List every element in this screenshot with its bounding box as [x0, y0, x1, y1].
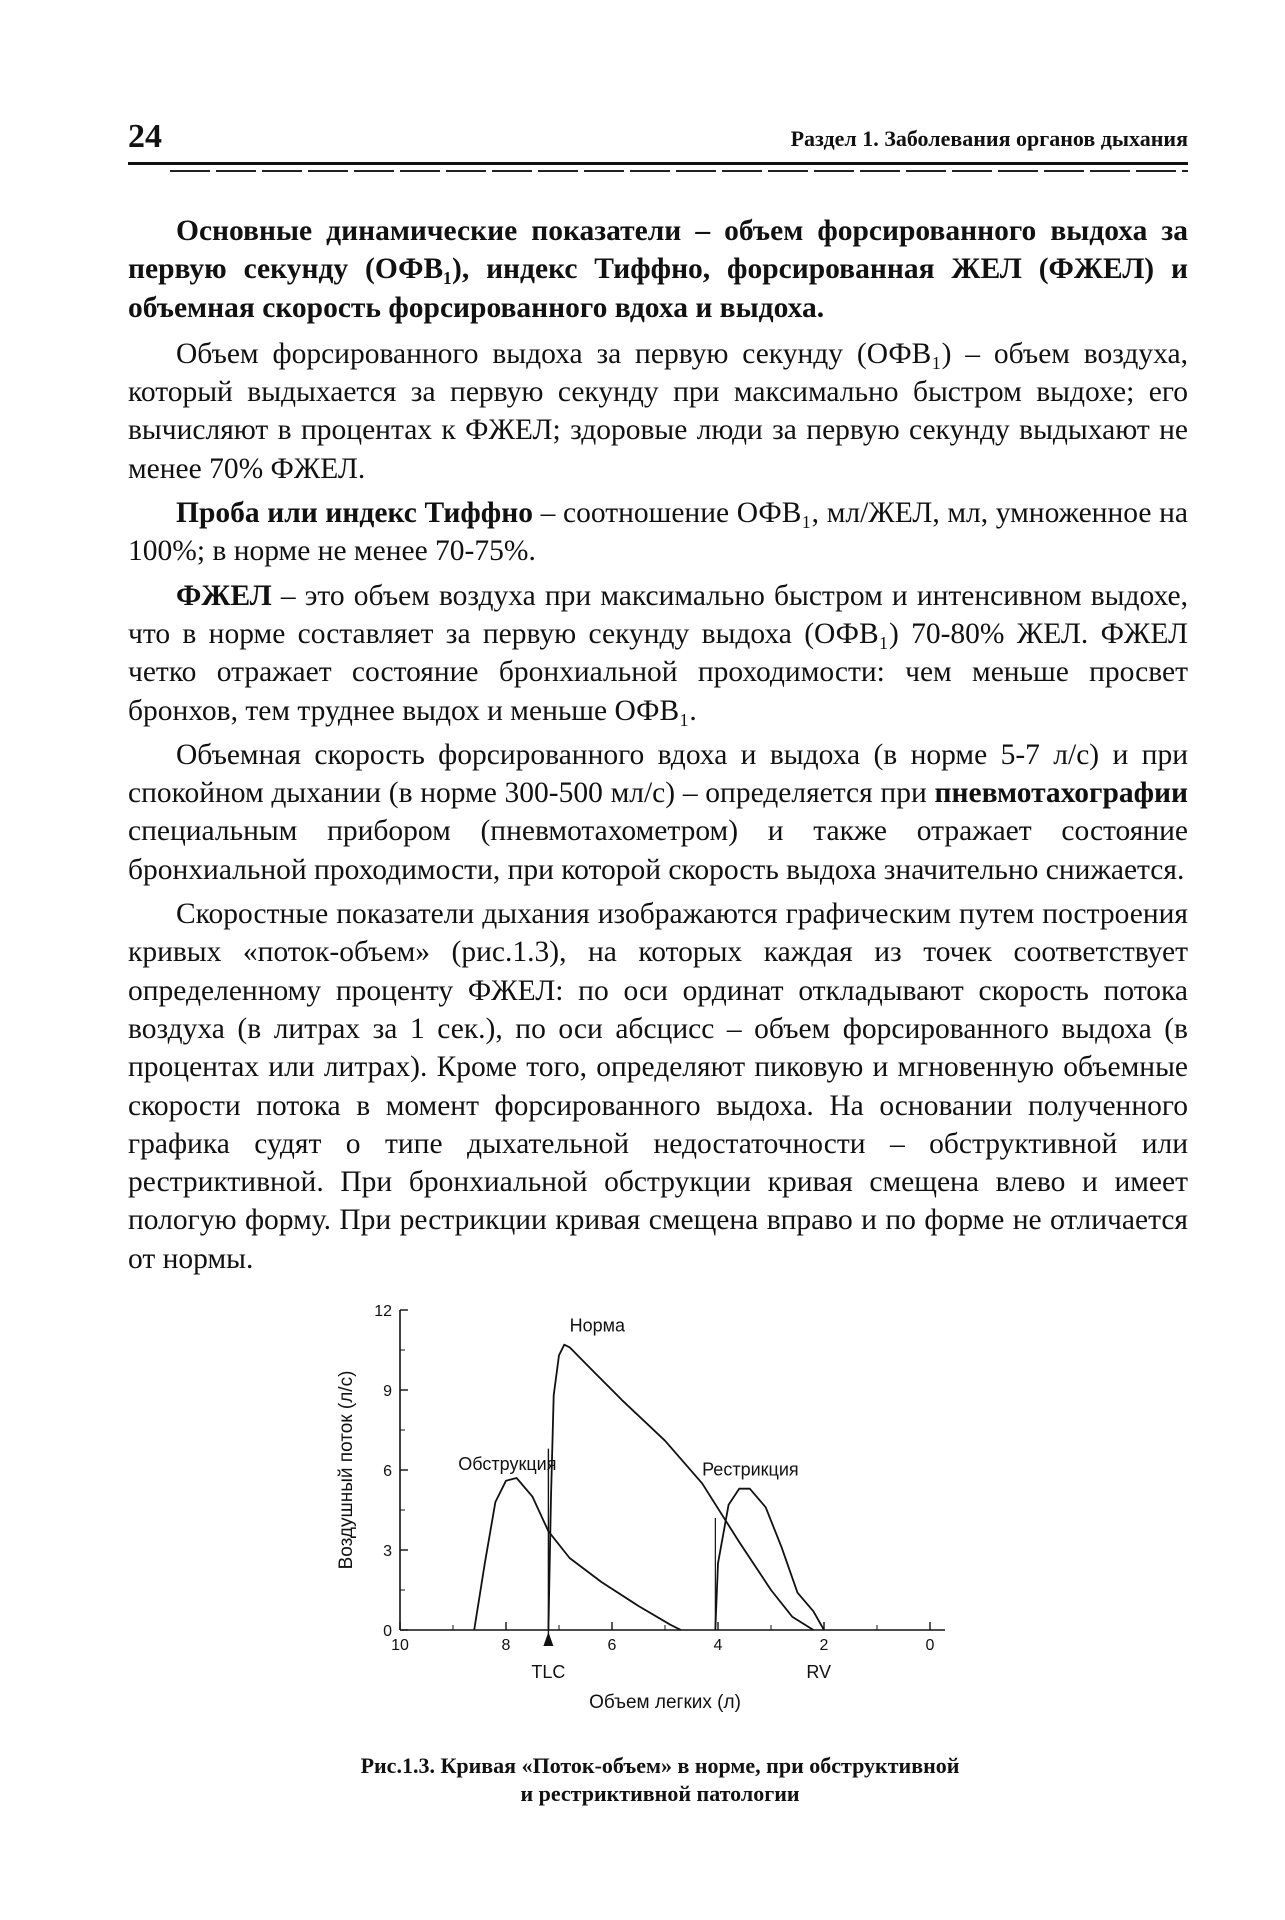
tlc-label: TLC — [531, 1662, 566, 1682]
caption-line-2: и рестриктивной патологии — [520, 1781, 800, 1806]
x-tick-label: 10 — [391, 1637, 409, 1654]
caption-line-1: Рис.1.3. Кривая «Поток-объем» в норме, при обструктивной — [360, 1753, 960, 1778]
series-label-2: Обструкция — [458, 1454, 557, 1474]
running-head: Раздел 1. Заболевания органов дыхания — [790, 126, 1188, 151]
header-rule — [128, 162, 1188, 165]
x-tick-label: 2 — [819, 1637, 829, 1654]
y-tick-label: 0 — [383, 1623, 392, 1640]
rv-label: RV — [806, 1662, 832, 1682]
term-bold: ФЖЕЛ — [176, 579, 272, 612]
term-bold: Проба или индекс Тиффно — [176, 497, 533, 530]
x-axis-label: Объем легких (л) — [589, 1692, 741, 1713]
paragraph-text: Объем форсированного выдоха за первую секунду (ОФВ₁) – объем воздуха, который выдыхается за первую секунду при максимально быстром выдохе; его вычисляют в процентах к ФЖЕЛ; здоровые люди за первую секунду выдыхают не менее 70% ФЖЕЛ. — [128, 337, 1188, 485]
x-tick-label: 4 — [713, 1637, 723, 1654]
series-label-3: Рестрикция — [702, 1459, 799, 1480]
y-tick-label: 6 — [383, 1463, 392, 1480]
header-rule-dashed — [170, 170, 1188, 172]
y-tick-label: 3 — [383, 1543, 392, 1560]
paragraph-text: Объемная скорость форсированного вдоха и выдоха (в норме 5-7 л/с) и при спокойном дыхании (в норме 300-500 мл/с) – определяется при — [128, 738, 1188, 810]
y-tick-label: 12 — [374, 1303, 392, 1320]
paragraph-tiffeneau — [128, 494, 1188, 571]
paragraph-text: – это объем воздуха при максимально быстром и интенсивном выдохе, что в норме составляет за первую секунду выдоха (ОФВ₁) 70-80% ЖЕЛ. ФЖЕЛ четко отражает состояние бронхиальной проходимости: чем меньше просвет бронхов, тем труднее выдох и меньше ОФВ₁. — [128, 579, 1188, 727]
series-line-3 — [715, 1489, 824, 1630]
body-text — [128, 212, 1188, 1284]
paragraph-flow-volume — [128, 895, 1188, 1278]
lead-text: Основные динамические показатели – объем форсированного выдоха за первую секунду (ОФВ₁), индекс Тиффно, форсированная ЖЕЛ (ФЖЕЛ) и объемная скорость форсированного вдоха и выдоха. — [128, 215, 1188, 324]
tlc-arrow — [543, 1632, 553, 1646]
series-line-1 — [548, 1345, 813, 1630]
x-tick-label: 6 — [607, 1637, 617, 1654]
paragraph-text: специальным прибором (пневмотахометром) и также отражает состояние бронхиальной проходимости, при которой скорость выдоха значительно снижается. — [128, 815, 1188, 886]
figure-caption — [210, 1752, 1110, 1808]
page-header — [128, 118, 1188, 158]
series-line-2 — [474, 1478, 681, 1630]
series-label-1: Норма — [569, 1315, 626, 1336]
paragraph-fev1 — [128, 335, 1188, 488]
page-number: 24 — [128, 118, 162, 155]
x-tick-label: 0 — [925, 1637, 935, 1654]
paragraph-lead — [128, 212, 1188, 327]
term-bold: пневмотахографии — [934, 777, 1188, 810]
y-tick-label: 9 — [383, 1383, 392, 1400]
x-tick-label: 8 — [501, 1637, 511, 1654]
paragraph-fvc — [128, 577, 1188, 730]
flow-volume-chart — [310, 1280, 970, 1720]
y-axis-label: Воздушный поток (л/с) — [336, 1370, 357, 1570]
paragraph-flow-rate — [128, 736, 1188, 889]
paragraph-text: – соотношение ОФВ₁, мл/ЖЕЛ, мл, умноженное на 100%; в норме не менее 70-75%. — [128, 497, 1188, 568]
paragraph-text: Скоростные показатели дыхания изображаются графическим путем построения кривых «поток-объем» (рис.1.3), на которых каждая из точек соответствует определенному проценту ФЖЕЛ: по оси ординат откладывают скорость потока воздуха (в литрах за 1 сек.), по оси абсцисс – объем форсированного выдоха (в процентах или литрах). Кроме того, определяют пиковую и мгновенную объемные скорости потока в момент форсированного выдоха. На основании полученного графика судят о типе дыхательной недостаточности – обструктивной или рестриктивной. При бронхиальной обструкции кривая смещена влево и имеет пологую форму. При рестрикции кривая смещена вправо и по форме не отличается от нормы. — [128, 898, 1188, 1275]
